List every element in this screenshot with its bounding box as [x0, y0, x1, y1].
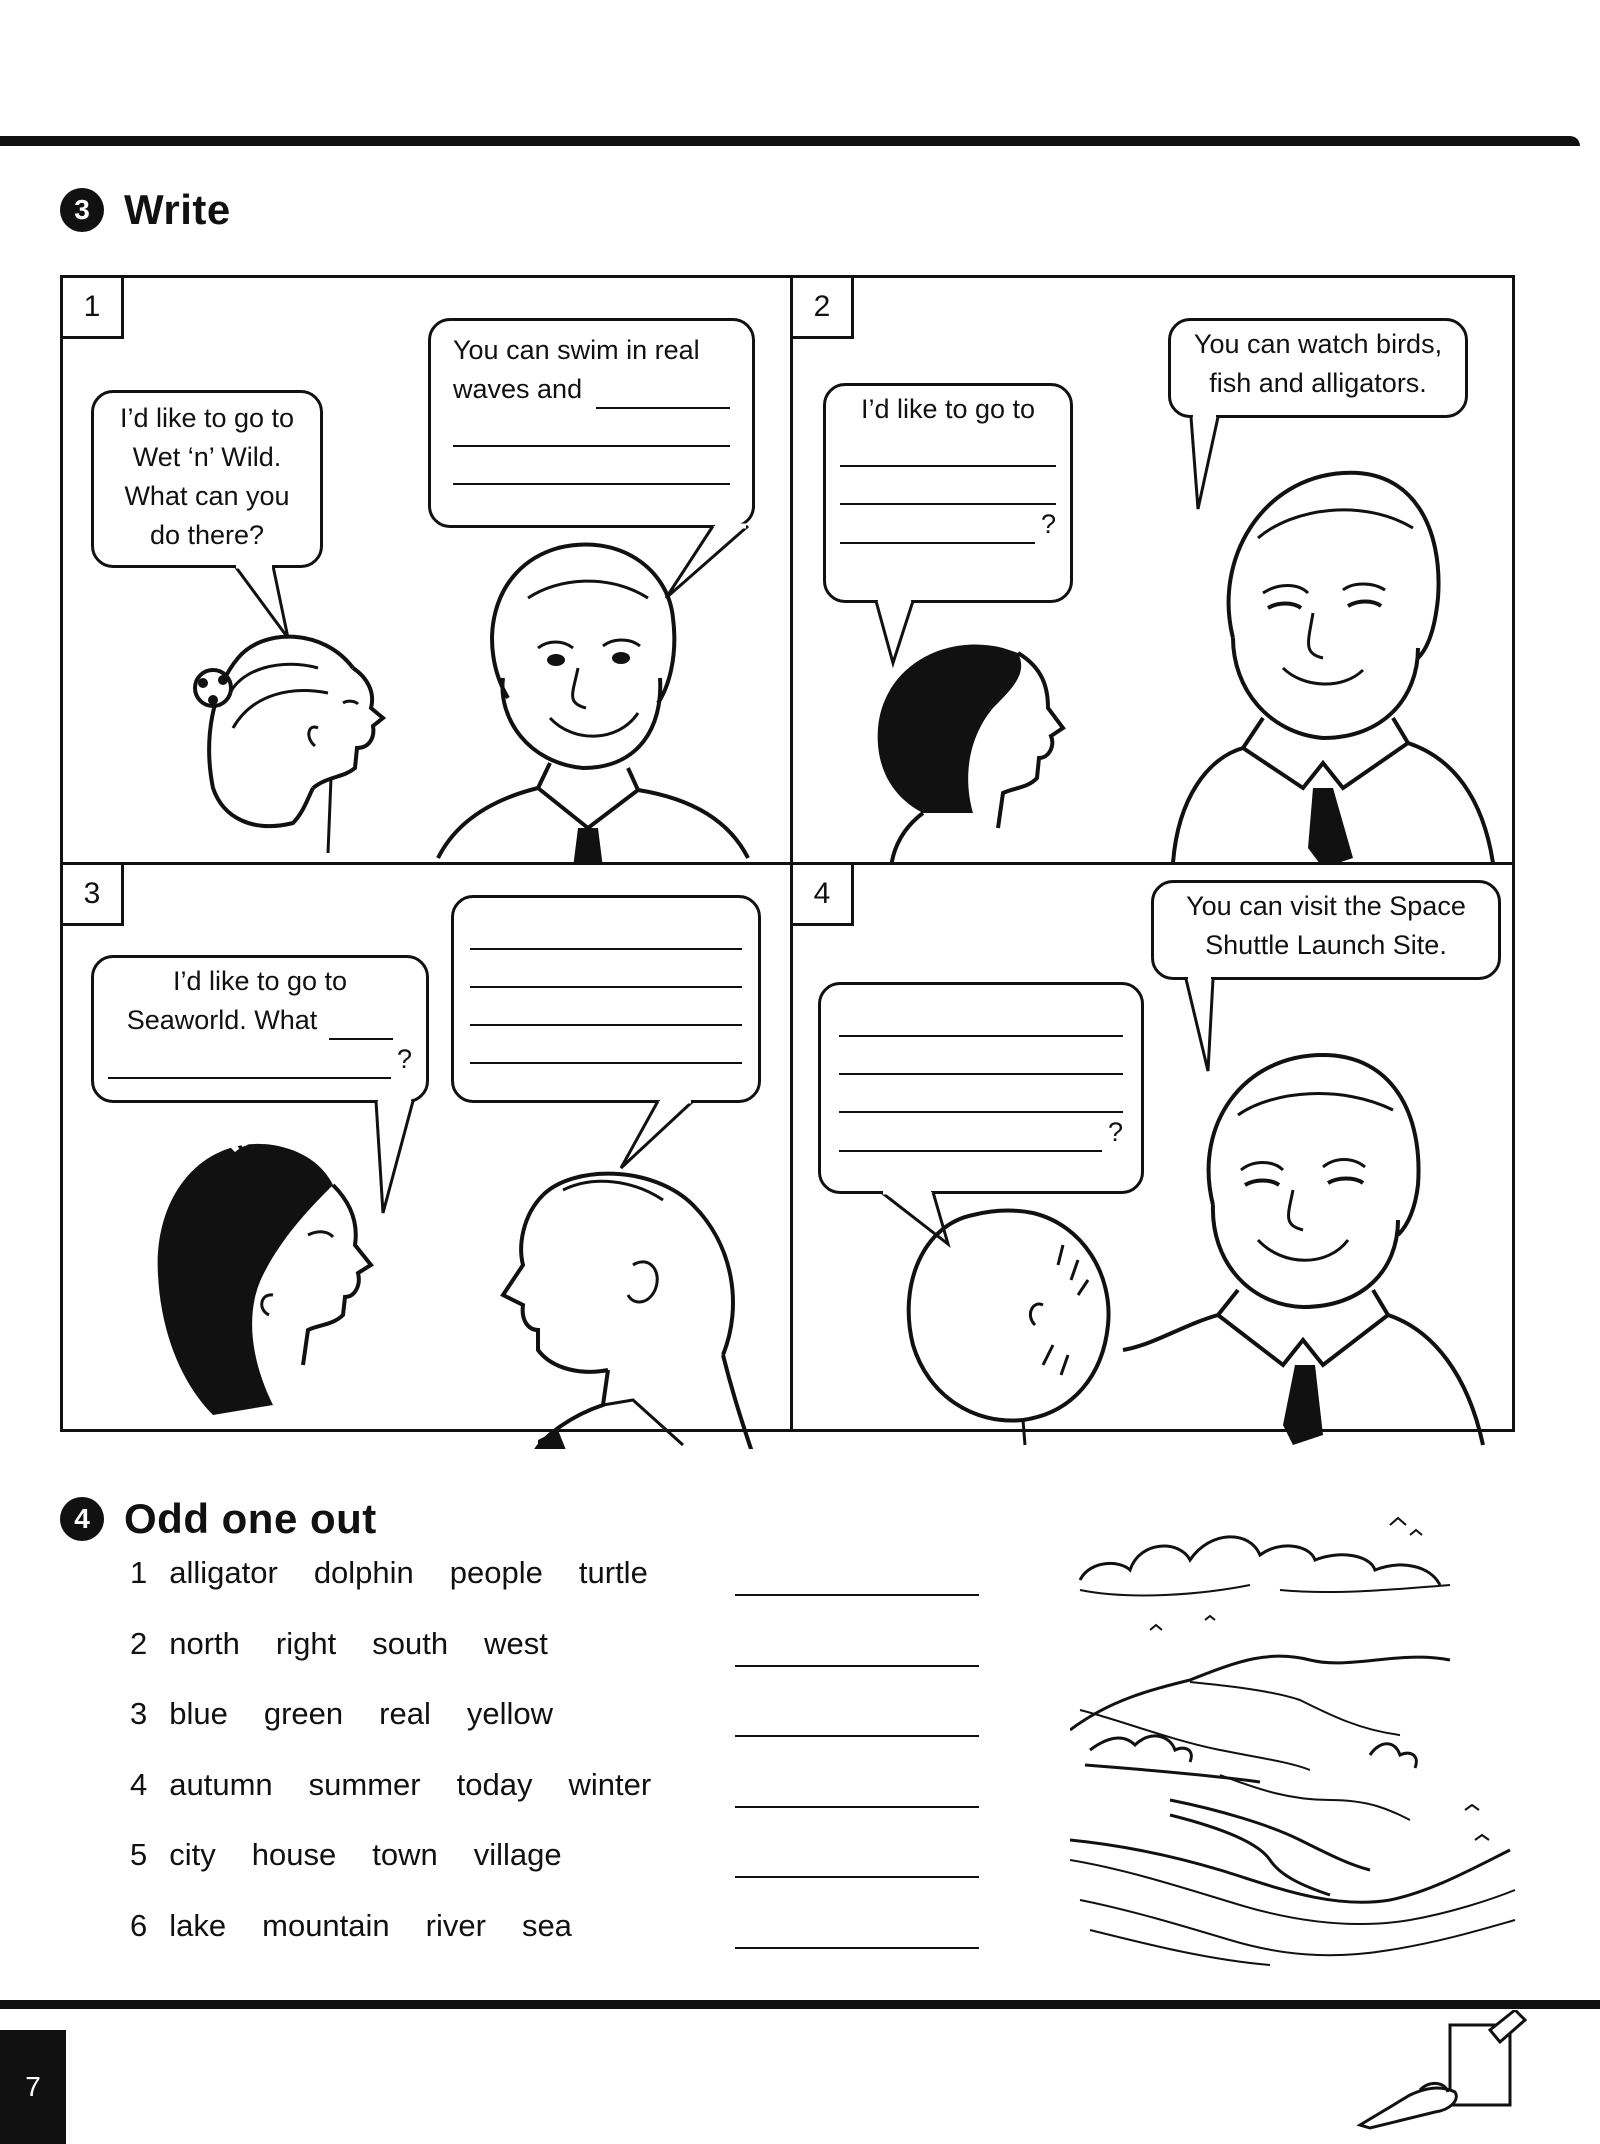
panel-number: 1 [63, 278, 124, 339]
question-mark: ? [1040, 509, 1056, 539]
comic-panel-2 [793, 278, 1520, 862]
word: town [372, 1837, 438, 1872]
word: autumn [169, 1766, 273, 1802]
bubble-text: You can swim in real [453, 335, 700, 365]
list-item [130, 1626, 687, 1697]
word: today [456, 1766, 533, 1802]
answer-line[interactable] [453, 447, 730, 485]
answer-line[interactable] [735, 1665, 979, 1667]
word: yellow [466, 1696, 554, 1731]
bubble-text: I’d like to go to [172, 966, 348, 996]
bubble-text: What can you [124, 481, 290, 511]
word: alligator [169, 1555, 278, 1590]
answer-line[interactable] [453, 409, 730, 447]
word: turtle [578, 1555, 648, 1590]
item-number: 3 [130, 1696, 148, 1731]
bubble-text: You can visit the Space [1186, 891, 1466, 921]
panel-number: 3 [63, 865, 124, 926]
kid-speech-bubble [91, 390, 323, 568]
word: south [372, 1625, 449, 1661]
bubble-text: You can watch birds, [1193, 329, 1443, 359]
adult-speech-bubble [1168, 318, 1468, 418]
question-mark: ? [396, 1044, 412, 1074]
word: west [484, 1625, 548, 1661]
answer-line[interactable] [840, 508, 1035, 544]
answer-line[interactable] [470, 912, 742, 950]
word: city [169, 1837, 216, 1872]
answer-line[interactable] [840, 467, 1056, 505]
word: mountain [262, 1907, 390, 1943]
list-item [130, 1908, 687, 1979]
adult-speech-bubble [1151, 880, 1501, 980]
page-number [0, 2030, 66, 2144]
answer-line[interactable] [470, 950, 742, 988]
adult-speech-bubble [428, 318, 755, 528]
word: real [379, 1696, 431, 1731]
word: village [473, 1837, 562, 1872]
kid-speech-bubble [823, 383, 1073, 603]
question-mark: ? [1107, 1117, 1123, 1147]
word: blue [169, 1696, 228, 1731]
section-title: Odd one out [124, 1495, 377, 1542]
answer-line[interactable] [735, 1876, 979, 1878]
bubble-text: I’d like to go to [119, 403, 295, 433]
man-illustration [438, 528, 768, 862]
odd-heading [60, 1495, 377, 1543]
answer-line[interactable] [735, 1947, 979, 1949]
odd-list [130, 1555, 687, 1978]
word: north [169, 1625, 240, 1661]
boy-illustration [853, 628, 1083, 862]
word: summer [308, 1766, 421, 1802]
comic-panel-4 [793, 865, 1520, 1449]
bubble-text: I’d like to go to [860, 394, 1036, 424]
girl-illustration [133, 1125, 393, 1435]
word: house [251, 1837, 337, 1872]
boy-illustration [893, 1185, 1133, 1445]
answer-line[interactable] [839, 999, 1123, 1037]
item-number: 6 [130, 1907, 148, 1943]
answer-line[interactable] [329, 1010, 393, 1040]
item-number: 2 [130, 1625, 148, 1661]
bubble-text: do there? [149, 520, 265, 550]
answer-line[interactable] [735, 1594, 979, 1596]
kid-speech-bubble [818, 982, 1144, 1194]
man-illustration [1123, 1045, 1513, 1449]
section-title: Write [124, 186, 231, 233]
panel-number: 2 [793, 278, 854, 339]
adult-speech-bubble [451, 895, 761, 1103]
item-number: 5 [130, 1837, 148, 1872]
word: winter [568, 1766, 652, 1802]
answer-line[interactable] [735, 1806, 979, 1808]
word: sea [521, 1907, 572, 1943]
landscape-illustration [1070, 1500, 1520, 1970]
word: right [275, 1625, 337, 1661]
panel-number: 4 [793, 865, 854, 926]
girl-illustration [143, 608, 403, 862]
list-item [130, 1837, 687, 1908]
word: green [263, 1696, 344, 1731]
comic-grid [60, 275, 1515, 1432]
list-item [130, 1767, 687, 1838]
kid-speech-bubble [91, 955, 429, 1103]
answer-line[interactable] [108, 1047, 391, 1079]
list-item [130, 1696, 687, 1767]
section-number-badge: 4 [60, 1497, 104, 1541]
item-number: 1 [130, 1555, 148, 1590]
bubble-text: Seaworld. What [126, 1005, 318, 1035]
answer-line[interactable] [470, 1026, 742, 1064]
word: people [449, 1555, 543, 1590]
bubble-text: waves and [453, 374, 583, 404]
answer-line[interactable] [839, 1037, 1123, 1075]
answer-line[interactable] [596, 379, 730, 409]
comic-panel-1 [63, 278, 790, 862]
top-rule [0, 136, 1580, 146]
list-item [130, 1555, 687, 1626]
answer-line[interactable] [840, 429, 1056, 467]
bubble-text: Shuttle Launch Site. [1205, 930, 1447, 960]
man-illustration [1173, 458, 1513, 862]
man-illustration [483, 1155, 783, 1449]
word: lake [169, 1907, 227, 1943]
word: river [425, 1907, 486, 1943]
pencil-icon [1340, 2010, 1540, 2130]
bubble-text: fish and alligators. [1209, 368, 1427, 398]
bubble-text: Wet ‘n’ Wild. [132, 442, 282, 472]
bottom-rule [0, 2000, 1600, 2009]
answer-line[interactable] [735, 1735, 979, 1737]
answer-line[interactable] [839, 1075, 1123, 1113]
item-number: 4 [130, 1766, 148, 1802]
section-number-badge: 3 [60, 188, 104, 232]
answer-line[interactable] [839, 1116, 1102, 1152]
word: dolphin [313, 1555, 414, 1590]
comic-panel-3 [63, 865, 790, 1449]
write-heading [60, 186, 231, 234]
page-number-text: 7 [25, 2071, 41, 2102]
answer-line[interactable] [470, 988, 742, 1026]
